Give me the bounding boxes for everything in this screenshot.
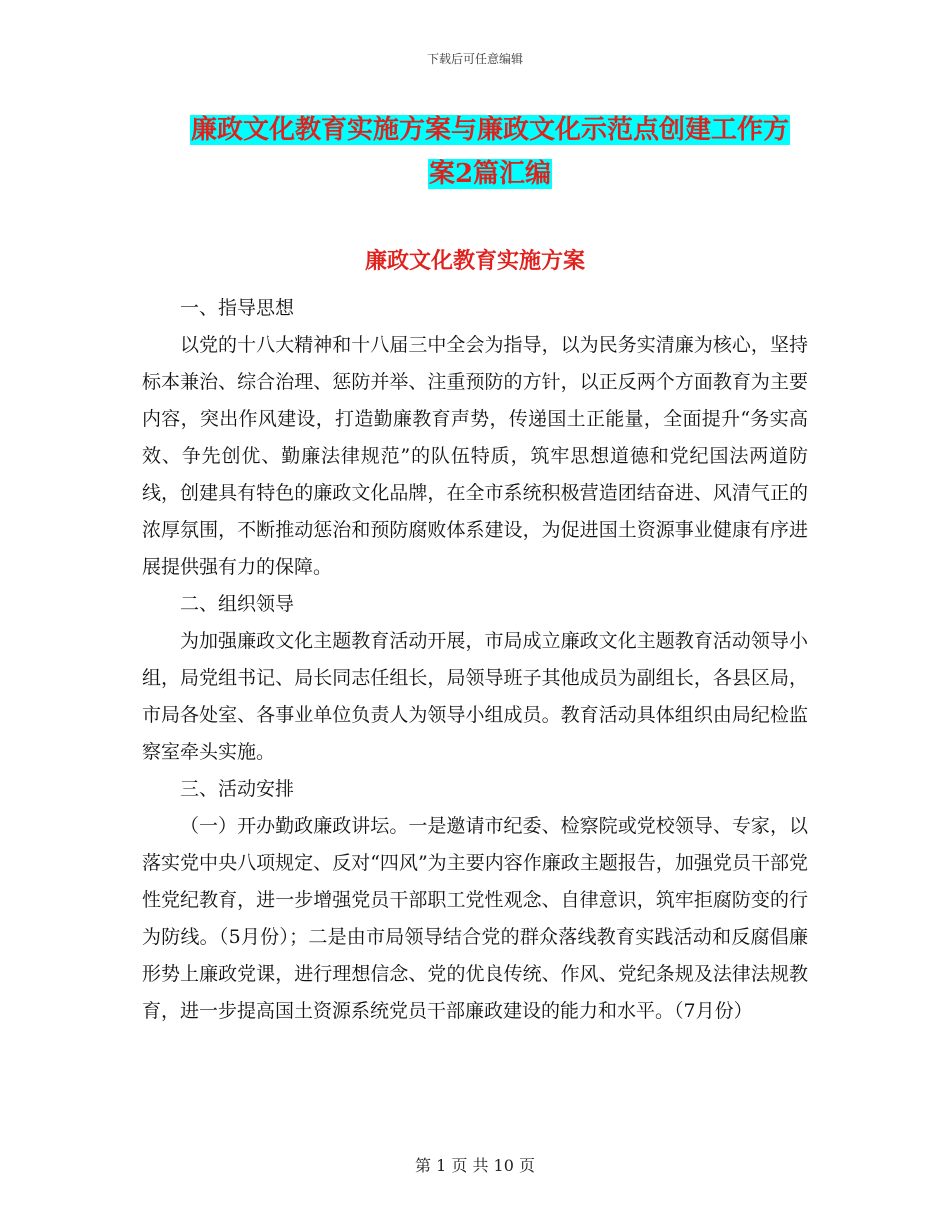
document-title-text-2: 案2篇汇编 bbox=[428, 159, 552, 189]
paragraph-guiding-ideology: 以党的十八大精神和十八届三中全会为指导，以为民务实清廉为核心，坚持标本兼治、综合治理、惩防并举、注重预防的方针，以正反两个方面教育为主要内容，突出作风建设，打造勤廉教育声势，传递国土正能量，全面提升“务实高效、争先创优、勤廉法律规范”的队伍特质，筑牢思想道德和党纪国法两道防线，创建具有特色的廉政文化品牌，在全市系统积极营造团结奋进、风清气正的浓厚氛围，不断推动惩治和预防腐败体系建设，为促进国土资源事业健康有序进展提供强有力的保障。 bbox=[142, 334, 808, 578]
document-title-line-1 bbox=[140, 108, 840, 152]
page-footer: 第 1 页 共 10 页 bbox=[415, 1156, 535, 1175]
page-header-note: 下载后可任意编辑 bbox=[426, 52, 523, 66]
document-title-line-2 bbox=[140, 152, 840, 196]
heading-activities: 三、活动安排 bbox=[180, 778, 295, 800]
heading-organization: 二、组织领导 bbox=[180, 593, 295, 615]
section-title: 廉政文化教育实施方案 bbox=[364, 248, 585, 274]
paragraph-organization: 为加强廉政文化主题教育活动开展，市局成立廉政文化主题教育活动领导小组，局党组书记、局长同志任组长，局领导班子其他成员为副组长，各县区局，市局各处室、各事业单位负责人为领导小组成员。教育活动具体组织由局纪检监察室牵头实施。 bbox=[142, 630, 808, 763]
paragraph-activities: （一）开办勤政廉政讲坛。一是邀请市纪委、检察院或党校领导、专家，以落实党中央八项规定、反对“四风”为主要内容作廉政主题报告，加强党员干部党性党纪教育，进一步增强党员干部职工党性观念、自律意识，筑牢拒腐防变的行为防线。（5月份）；二是由市局领导结合党的群众落线教育实践活动和反腐倡廉形势上廉政党课，进行理想信念、党的优良传统、作风、党纪条规及法律法规教育，进一步提高国土资源系统党员干部廉政建设的能力和水平。（7月份） bbox=[142, 815, 808, 1022]
document-body bbox=[142, 290, 808, 1030]
heading-guiding-ideology: 一、指导思想 bbox=[180, 297, 295, 319]
document-title-text-1: 廉政文化教育实施方案与廉政文化示范点创建工作方 bbox=[190, 115, 789, 145]
